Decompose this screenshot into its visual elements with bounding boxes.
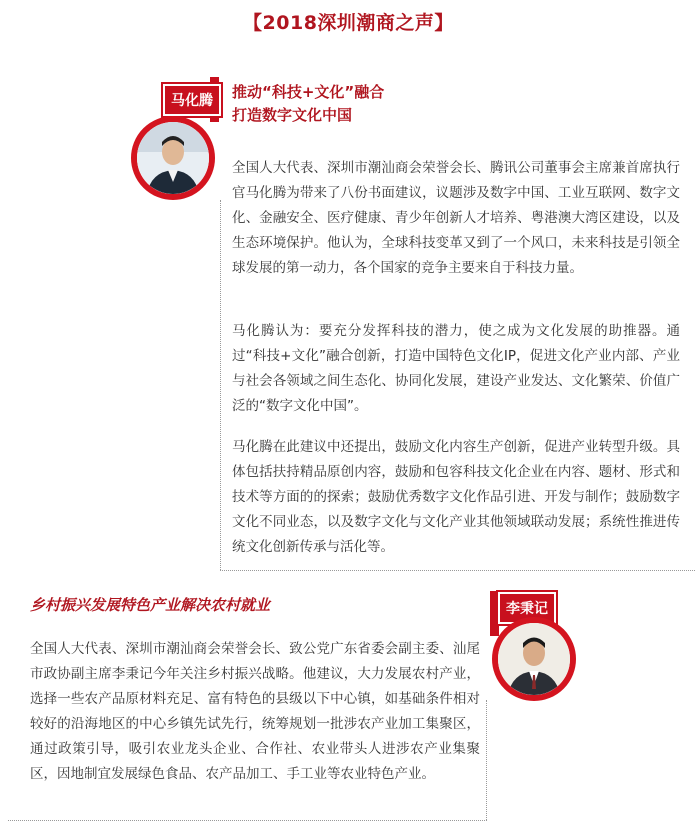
avatar-portrait [492,617,576,701]
headline-line2: 打造数字文化中国 [232,106,353,124]
section1-headline [232,81,384,127]
name-tag: 马化腾 [163,84,221,116]
paragraph: 马化腾在此建议中还提出，鼓励文化内容生产创新，促进产业转型升级。具体包括扶持精品原创内容，鼓励和包容科技文化企业在内容、题材、形式和技术等方面的的探索；鼓励优秀数字文化作品引进、开发与制作；鼓励数字文化不同业态，以及数字文化与文化产业其他领域联动发展；系统性推进传统文化创新传承与活化等。 [232,439,680,555]
section2-headline: 乡村振兴发展特色产业解决农村就业 [30,596,271,614]
headline-line1: 推动“科技+文化”融合 [232,83,385,101]
portrait-photo-icon [137,122,209,194]
avatar-portrait [131,116,215,200]
dotted-divider [220,570,695,571]
paragraph: 全国人大代表、深圳市潮汕商会荣誉会长、腾讯公司董事会主席兼首席执行官马化腾为带来了八份书面建议，议题涉及数字中国、工业互联网、数字文化、金融安全、医疗健康、青少年创新人才培养、粤港澳大湾区建设，以及生态环境保护。他认为，全球科技变革又到了一个风口，未来科技是引领全球发展的第一动力，各个国家的竞争主要来自于科技力量。 [232,160,680,276]
paragraph: 全国人大代表、深圳市潮汕商会荣誉会长、致公党广东省委会副主委、汕尾市政协副主席李秉记今年关注乡村振兴战略。他建议，大力发展农村产业，选择一些农产品原材料充足、富有特色的县级以下中心镇，如基础条件相对较好的沿海地区的中心乡镇先试先行，统筹规划一批涉农产业加工集聚区，通过政策引导，吸引农业龙头企业、合作社、农业带头人进涉农产业集聚区，因地制宜发展绿色食品、农产品加工、手工业等农业特色产业。 [30,641,480,782]
dotted-divider [220,200,221,570]
name-tag: 李秉记 [498,592,556,624]
portrait-photo-icon [498,623,570,695]
page-title: 【2018深圳潮商之声】 [243,12,454,34]
dotted-divider [486,700,487,820]
dotted-divider [8,820,487,821]
paragraph: 马化腾认为：要充分发挥科技的潜力，使之成为文化发展的助推器。通过“科技+文化”融合创新，打造中国特色文化IP，促进文化产业内部、产业与社会各领域之间生态化、协同化发展，建设产业发达、文化繁荣、价值广泛的“数字文化中国”。 [232,323,680,414]
